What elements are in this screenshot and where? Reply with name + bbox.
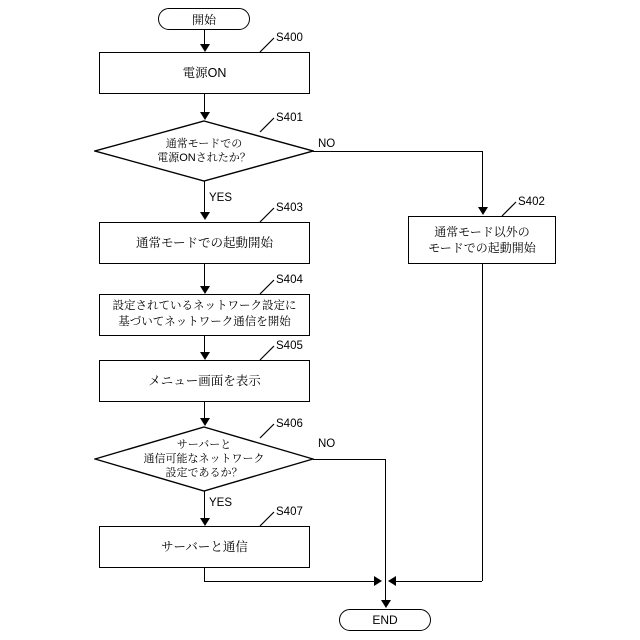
arrowhead-s406-yes-to-s407	[200, 518, 210, 526]
step-label-s406: S406	[276, 418, 303, 430]
step-label-s404: S404	[276, 274, 303, 286]
node-s402	[408, 216, 556, 264]
step-label-s403: S403	[276, 202, 303, 214]
arrowhead-start-to-s400	[200, 44, 210, 52]
edge-s407-vertical	[204, 568, 205, 581]
node-start-label: 開始	[191, 12, 216, 27]
node-s404	[99, 294, 310, 336]
edge-s402-vertical	[482, 264, 483, 581]
node-s400-label: 電源ON	[182, 65, 227, 80]
step-label-s401: S401	[276, 112, 303, 124]
edge-label-s401-yes: YES	[209, 192, 233, 204]
edge-s406-yes-vertical	[204, 491, 205, 521]
node-s406	[94, 426, 314, 492]
edge-s402-horizontal-to-end	[396, 581, 482, 582]
arrowhead-s402-into-end-junction	[388, 576, 396, 586]
arrowhead-to-end	[381, 600, 391, 608]
step-label-s407: S407	[276, 506, 303, 518]
edge-s406-no-vertical	[385, 459, 386, 581]
edge-s401-yes-vertical	[204, 181, 205, 215]
node-s403-label: 通常モードでの起動開始	[135, 235, 273, 250]
arrowhead-s407-into-end-junction	[374, 576, 382, 586]
arrowhead-s403-to-s404	[200, 286, 210, 294]
edge-label-s406-no: NO	[318, 438, 336, 450]
step-label-s402: S402	[518, 196, 545, 208]
node-start	[158, 8, 250, 30]
arrowhead-s400-to-s401	[200, 112, 210, 120]
node-s400	[99, 52, 310, 94]
edge-label-s401-no: NO	[318, 138, 336, 150]
edge-label-s406-yes: YES	[209, 497, 233, 509]
edge-s401-no-vertical	[482, 151, 483, 209]
node-s407-label: サーバーと通信	[161, 539, 248, 554]
edge-s403-to-s404	[204, 264, 205, 288]
edge-s401-no-horizontal	[313, 151, 483, 152]
node-s406-label: サーバーと 通信可能なネットワーク 設定であるか？	[143, 438, 265, 480]
node-s401	[94, 120, 314, 182]
node-end-label: END	[372, 613, 398, 627]
edge-s406-no-horizontal	[313, 459, 386, 460]
node-s404-label: 設定されているネットワーク設定に 基づいてネットワーク通信を開始	[112, 300, 297, 328]
step-label-s400: S400	[276, 32, 303, 44]
arrowhead-s401-no-to-s402	[478, 207, 488, 215]
node-s403	[99, 222, 310, 264]
edge-s407-horizontal-to-end	[204, 581, 376, 582]
arrowhead-s401-yes-to-s403	[200, 212, 210, 220]
node-s401-label: 通常モードでの 電源ONされたか？	[157, 137, 251, 164]
node-s405-label: メニュー画面を表示	[148, 373, 261, 388]
edge-s400-to-s401	[204, 94, 205, 114]
node-s407	[99, 526, 310, 568]
arrowhead-s405-to-s406	[200, 418, 210, 426]
arrowhead-s404-to-s405	[200, 352, 210, 360]
edge-junction-to-end	[385, 581, 386, 602]
node-s402-label: 通常モード以外の モードでの起動開始	[428, 224, 536, 255]
node-s405	[99, 360, 310, 402]
step-label-s405: S405	[276, 340, 303, 352]
node-end	[339, 609, 431, 631]
